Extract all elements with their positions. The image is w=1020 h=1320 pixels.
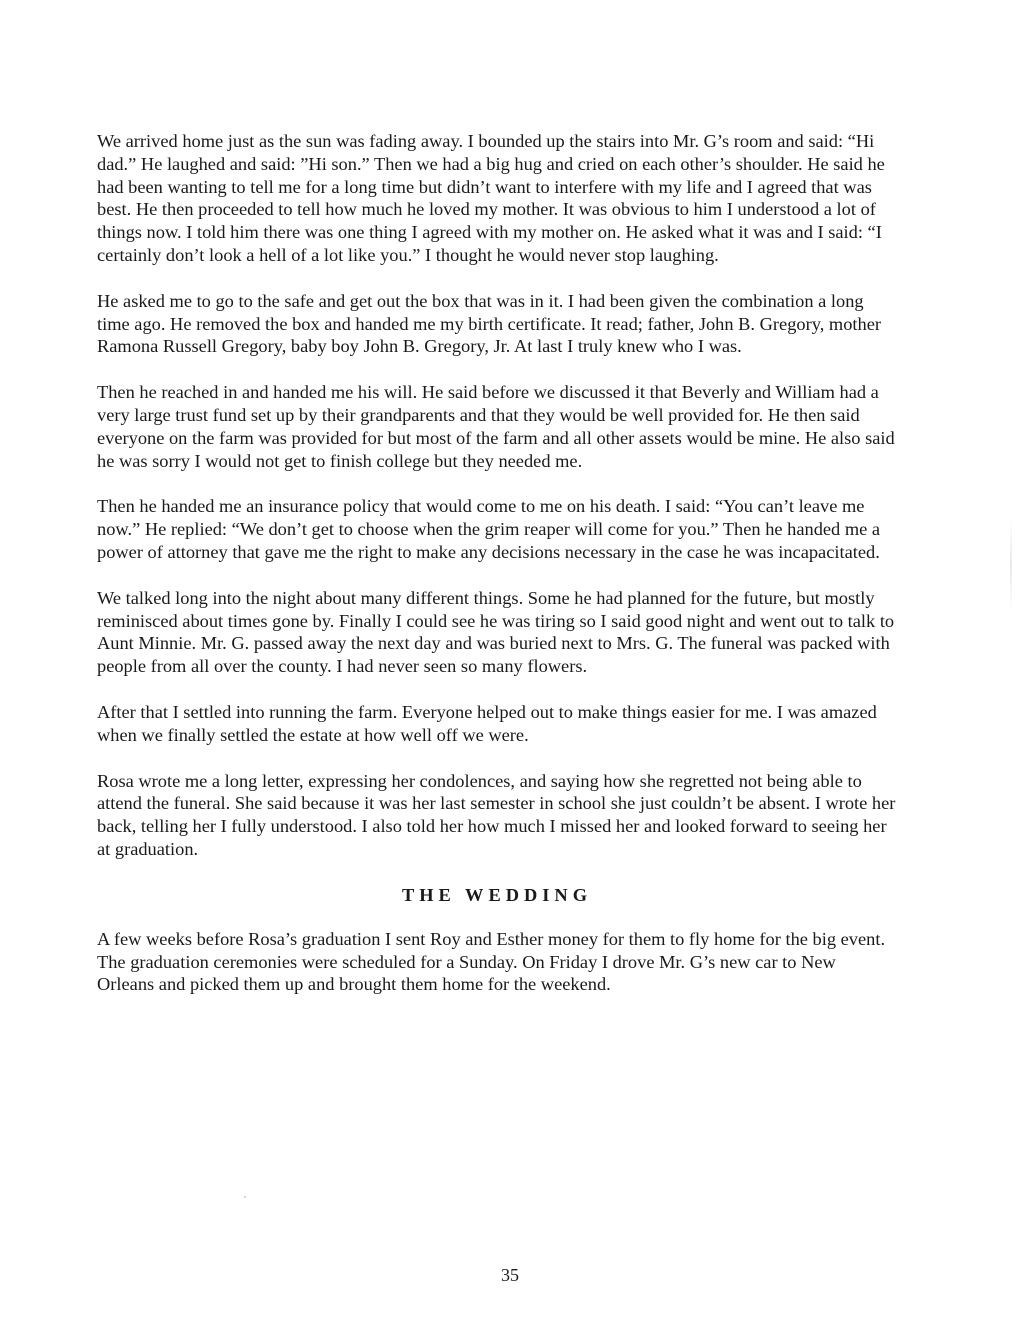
page-number: 35	[501, 1265, 519, 1285]
paragraph-will: Then he reached in and handed me his will. He said before we discussed it that Beverly and William had a very large trust fund set up by their grandparents and that they would be well provided for. He then said everyone on the farm was provided for but most of the farm and all other assets would be mine. He also said he was sorry I would not get to finish college but they needed me.	[97, 382, 895, 471]
paragraph-arrival: We arrived home just as the sun was fading away. I bounded up the stairs into Mr. G’s room and said: “Hi dad.” He laughed and said: ”Hi son.” Then we had a big hug and cried on each other’s shoulder. He said he had been wanting to tell me for a long time but didn’t want to interfere with my life and I agreed that was best. He then proceeded to tell how much he loved my mother. It was obvious to him I understood a lot of things now. I told him there was one thing I agreed with my mother on. He asked what it was and I said: “I certainly don’t look a hell of a lot like you.” I thought he would never stop laughing.	[97, 131, 885, 265]
scan-speck	[244, 1196, 246, 1198]
page-body	[97, 130, 897, 1019]
paragraph-night-talk: We talked long into the night about many different things. Some he had planned for the future, but mostly reminisced about times gone by. Finally I could see he was tiring so I said good night and went out to talk to Aunt Minnie. Mr. G. passed away the next day and was buried next to Mrs. G. The funeral was packed with people from all over the county. I had never seen so many flowers.	[97, 587, 895, 677]
paragraph-insurance: Then he handed me an insurance policy that would come to me on his death. I said: “You can’t leave me now.” He replied: “We don’t get to choose when the grim reaper will come for you.” Then he handed me a power of attorney that gave me the right to make any decisions necessary in the case he was incapacitated.	[97, 496, 881, 562]
section-heading: THE WEDDING	[401, 884, 593, 905]
paragraph-birth-certificate: He asked me to go to the safe and get out the box that was in it. I had been given the combination a long time ago. He removed the box and handed me my birth certificate. It read; father, John B. Gregory, mother Ramona Russell Gregory, baby boy John B. Gregory, Jr. At last I truly knew who I was.	[97, 290, 881, 357]
scan-edge-shadow	[1010, 520, 1012, 610]
paragraph-rosa-letter: Rosa wrote me a long letter, expressing her condolences, and saying how she regretted not being able to attend the funeral. She said because it was her last semester in school she just couldn’t be absent. I wrote her back, telling her I fully understood. I also told her how much I missed her and looked forward to seeing her at graduation.	[97, 770, 896, 859]
paragraph-graduation: A few weeks before Rosa’s graduation I sent Roy and Esther money for them to fly home for the big event. The graduation ceremonies were scheduled for a Sunday. On Friday I drove Mr. G’s new car to New Orleans and picked them up and brought them home for the weekend.	[97, 928, 886, 995]
paragraph-running-farm: After that I settled into running the farm. Everyone helped out to make things easier for me. I was amazed when we finally settled the estate at how well off we were.	[97, 701, 877, 745]
